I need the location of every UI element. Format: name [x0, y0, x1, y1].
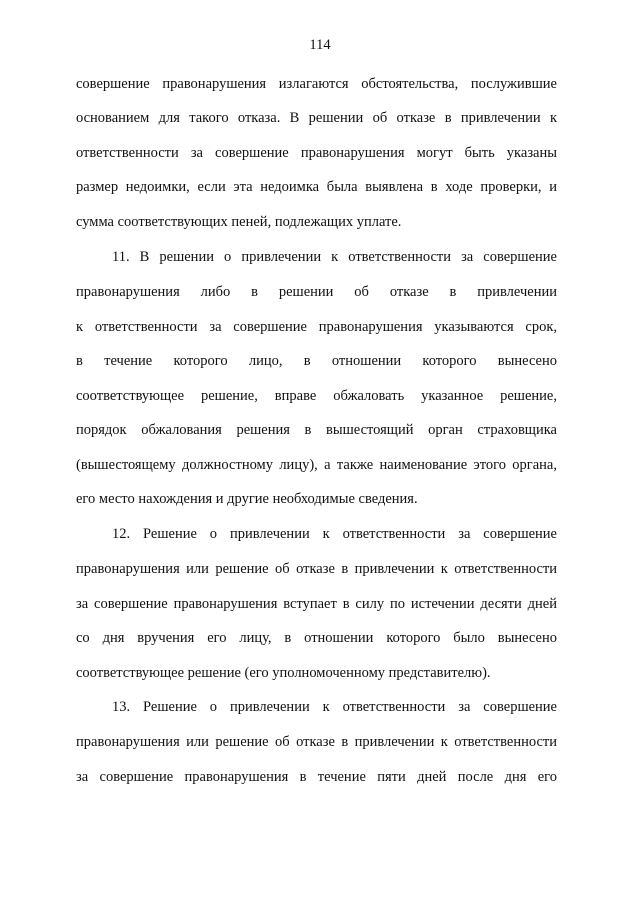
text-line: правонарушения или решение об отказе в привлечении к ответственности	[76, 734, 557, 750]
text-line: правонарушения или решение об отказе в привлечении к ответственности	[76, 561, 557, 577]
text-line: 12. Решение о привлечении к ответственности за совершение	[112, 526, 557, 542]
text-line: основанием для такого отказа. В решении об отказе в привлечении к	[76, 110, 557, 126]
text-line: соответствующее решение (его уполномоченному представителю).	[76, 665, 491, 681]
text-line: (вышестоящему должностному лицу), а также наименование этого органа,	[76, 457, 557, 473]
text-line: 11. В решении о привлечении к ответственности за совершение	[112, 249, 557, 265]
text-line: ответственности за совершение правонарушения могут быть указаны	[76, 145, 557, 161]
text-line: со дня вручения его лицу, в отношении которого было вынесено	[76, 630, 557, 646]
text-line: соответствующее решение, вправе обжаловать указанное решение,	[76, 388, 557, 404]
text-line: совершение правонарушения излагаются обстоятельства, послужившие	[76, 76, 557, 92]
text-line: к ответственности за совершение правонарушения указываются срок,	[76, 319, 557, 335]
text-line: сумма соответствующих пеней, подлежащих уплате.	[76, 214, 402, 230]
page-number: 114	[309, 37, 331, 53]
text-line: за совершение правонарушения вступает в силу по истечении десяти дней	[76, 596, 557, 612]
text-line: в течение которого лицо, в отношении которого вынесено	[76, 353, 557, 369]
text-line: размер недоимки, если эта недоимка была выявлена в ходе проверки, и	[76, 179, 557, 195]
text-line: его место нахождения и другие необходимые сведения.	[76, 491, 418, 507]
text-line: порядок обжалования решения в вышестоящий орган страховщика	[76, 422, 557, 438]
text-line: 13. Решение о привлечении к ответственности за совершение	[112, 699, 557, 715]
text-line: правонарушения либо в решении об отказе в привлечении	[76, 284, 557, 300]
text-line: за совершение правонарушения в течение пяти дней после дня его	[76, 769, 557, 785]
